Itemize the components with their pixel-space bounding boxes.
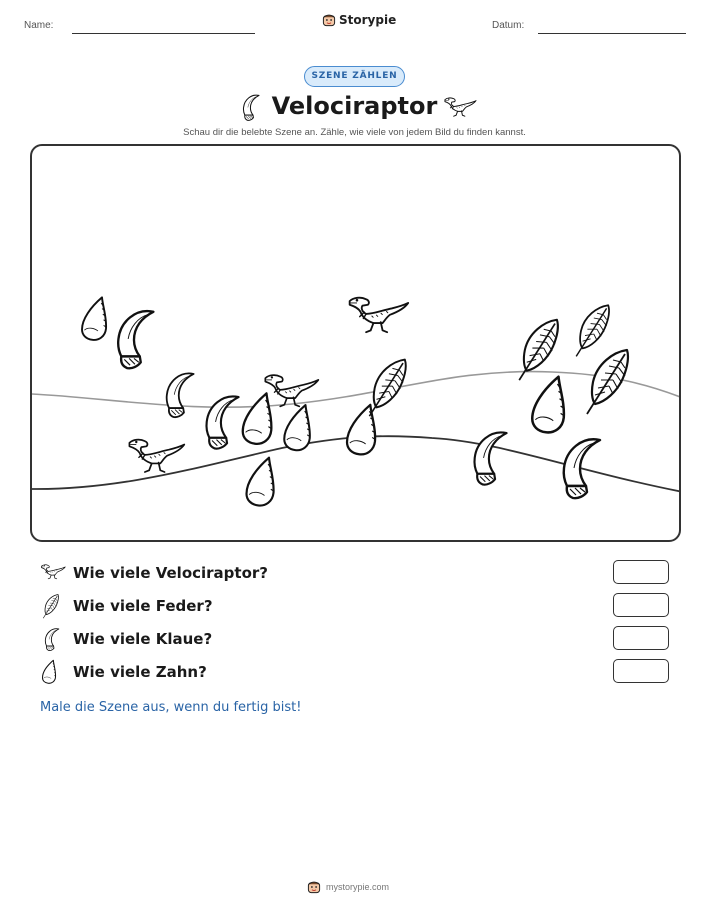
date-line[interactable] (538, 33, 686, 34)
storypie-mascot-icon (322, 13, 336, 27)
activity-badge: SZENE ZÄHLEN (304, 66, 405, 87)
question-row-tooth (40, 659, 670, 685)
answer-box-velociraptor[interactable] (613, 560, 669, 584)
velociraptor-icon (443, 92, 477, 120)
counting-scene (30, 144, 681, 542)
feather-item (576, 305, 609, 356)
brand-name: Storypie (339, 13, 397, 27)
velociraptor-item (129, 440, 184, 472)
velociraptor-icon (40, 560, 66, 582)
answer-box-claw[interactable] (613, 626, 669, 650)
name-label: Name: (24, 20, 54, 31)
question-text: Wie viele Klaue? (73, 630, 213, 648)
answer-box-tooth[interactable] (613, 659, 669, 683)
claw-item (167, 373, 194, 417)
tooth-item (243, 393, 272, 443)
storypie-mascot-icon (307, 880, 321, 894)
tooth-item (247, 458, 274, 506)
velociraptor-item (350, 298, 409, 333)
question-row-claw (40, 626, 670, 652)
page-subtitle: Schau dir die belebte Szene an. Zähle, wie viele von jedem Bild du finden kannst. (183, 127, 526, 138)
question-text: Wie viele Feder? (73, 597, 213, 615)
back-hill-line (32, 372, 681, 408)
tooth-item (284, 405, 310, 450)
footer-url[interactable]: mystorypie.com (326, 882, 390, 892)
question-row-velociraptor (40, 560, 670, 586)
name-line[interactable] (72, 33, 255, 34)
scene-illustration (32, 146, 681, 542)
feather-item (587, 350, 628, 414)
claw-icon (40, 626, 62, 652)
feather-icon (40, 593, 62, 619)
claw-item (206, 396, 238, 448)
footer (307, 880, 389, 894)
date-label: Datum: (492, 20, 525, 31)
question-row-feather (40, 593, 670, 619)
answer-box-feather[interactable] (613, 593, 669, 617)
question-text: Wie viele Zahn? (73, 663, 207, 681)
claw-item (474, 432, 506, 484)
coloring-instruction: Male die Szene aus, wenn du fertig bist! (40, 700, 302, 715)
brand-logo (322, 13, 396, 27)
tooth-item (347, 405, 375, 455)
feather-item (369, 360, 405, 417)
claw-item (118, 311, 153, 368)
tooth-item (532, 377, 564, 433)
tooth-icon (40, 659, 58, 685)
question-text: Wie viele Velociraptor? (73, 564, 268, 582)
page-title: Velociraptor (271, 92, 438, 120)
tooth-item (82, 297, 106, 340)
